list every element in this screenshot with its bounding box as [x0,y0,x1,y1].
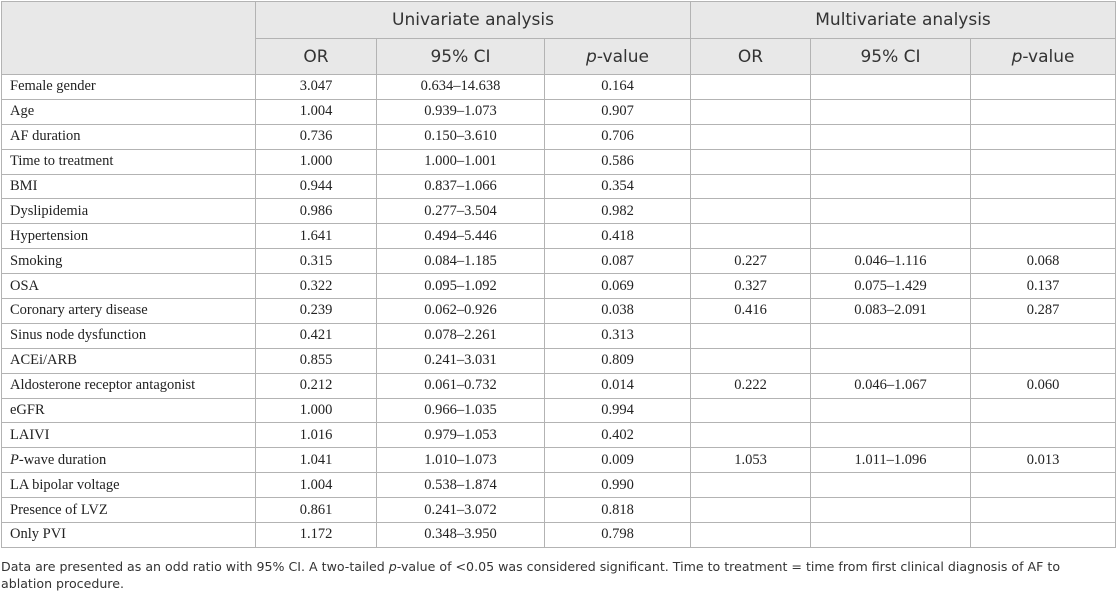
univariate-ci-cell: 0.078–2.261 [377,323,545,348]
univariate-p-cell: 0.014 [545,373,691,398]
multivariate-ci-cell [811,523,971,548]
variable-name-text: Hypertension [10,227,89,244]
variable-name-cell [2,473,256,498]
univariate-or-cell: 1.016 [256,423,377,448]
univariate-ci-cell: 0.538–1.874 [377,473,545,498]
table-row [2,174,1116,199]
univariate-or-cell: 3.047 [256,75,377,100]
multivariate-p-cell [971,224,1116,249]
multivariate-p-cell: 0.013 [971,448,1116,473]
variable-name-cell [2,299,256,324]
multivariate-ci-cell [811,323,971,348]
multivariate-ci-cell [811,124,971,149]
univariate-ci-cell: 0.095–1.092 [377,274,545,299]
univariate-p-cell: 0.809 [545,348,691,373]
univariate-or-cell: 0.986 [256,199,377,224]
p-italic: p [586,46,597,67]
univariate-or-cell: 1.172 [256,523,377,548]
variable-name-cell [2,323,256,348]
univariate-or-cell: 0.322 [256,274,377,299]
multivariate-p-cell: 0.287 [971,299,1116,324]
variable-name-italic: P [10,451,19,468]
univariate-p-cell: 0.990 [545,473,691,498]
variable-name-cell [2,448,256,473]
multivariate-p-cell [971,473,1116,498]
multivariate-or-cell [691,323,811,348]
multivariate-or-cell [691,224,811,249]
univariate-p-cell: 0.354 [545,174,691,199]
multivariate-p-cell [971,323,1116,348]
p-suffix: -value [1022,46,1075,67]
univariate-ci-cell: 0.634–14.638 [377,75,545,100]
univariate-or-cell: 1.000 [256,149,377,174]
variable-header-cell [2,2,256,75]
multivariate-ci-cell: 0.046–1.116 [811,249,971,274]
multivariate-ci-cell [811,174,971,199]
table-row [2,124,1116,149]
variable-name-cell [2,523,256,548]
table-row [2,199,1116,224]
univariate-p-cell: 0.402 [545,423,691,448]
univariate-or-cell: 0.239 [256,299,377,324]
univariate-p-cell: 0.164 [545,75,691,100]
variable-name-cell [2,199,256,224]
table-row [2,498,1116,523]
multivariate-ci-cell: 0.075–1.429 [811,274,971,299]
multivariate-or-cell [691,174,811,199]
multivariate-p-cell [971,348,1116,373]
multivariate-ci-cell [811,199,971,224]
multivariate-or-cell: 0.416 [691,299,811,324]
univariate-or-cell: 1.641 [256,224,377,249]
multivariate-or-cell [691,423,811,448]
variable-name-cell [2,75,256,100]
multivariate-ci-cell [811,498,971,523]
multivariate-or-cell [691,199,811,224]
variable-name-text: ACEi/ARB [10,352,77,369]
multivariate-p-header [971,39,1116,75]
multivariate-p-cell [971,523,1116,548]
multivariate-p-cell [971,99,1116,124]
footnote-p-italic: p [388,559,397,574]
univariate-or-cell: 1.000 [256,398,377,423]
univariate-p-cell: 0.038 [545,299,691,324]
multivariate-or-cell [691,473,811,498]
multivariate-p-cell [971,498,1116,523]
univariate-ci-cell: 0.062–0.926 [377,299,545,324]
variable-name-cell [2,348,256,373]
univariate-or-cell: 0.944 [256,174,377,199]
multivariate-ci-cell [811,75,971,100]
univariate-ci-cell: 1.000–1.001 [377,149,545,174]
table-row [2,274,1116,299]
multivariate-or-cell [691,523,811,548]
variable-name-cell [2,174,256,199]
table-row [2,398,1116,423]
univariate-or-cell: 0.736 [256,124,377,149]
multivariate-p-cell [971,124,1116,149]
multivariate-p-cell [971,75,1116,100]
univariate-or-cell: 0.855 [256,348,377,373]
variable-name-cell [2,274,256,299]
regression-table [1,1,1116,548]
multivariate-or-cell: 1.053 [691,448,811,473]
univariate-p-cell: 0.818 [545,498,691,523]
univariate-ci-cell: 0.348–3.950 [377,523,545,548]
multivariate-ci-cell [811,473,971,498]
variable-name-cell [2,498,256,523]
multivariate-or-cell [691,149,811,174]
univariate-or-cell: 0.315 [256,249,377,274]
univariate-p-cell: 0.418 [545,224,691,249]
univariate-ci-cell: 0.241–3.031 [377,348,545,373]
univariate-p-cell: 0.798 [545,523,691,548]
univariate-p-cell: 0.313 [545,323,691,348]
multivariate-ci-cell [811,224,971,249]
p-italic: p [1011,46,1023,67]
multivariate-ci-cell [811,99,971,124]
multivariate-p-cell [971,199,1116,224]
table-header [2,2,1116,75]
multivariate-or-cell: 0.327 [691,274,811,299]
multivariate-ci-cell [811,348,971,373]
variable-name-cell [2,99,256,124]
univariate-or-cell: 0.421 [256,323,377,348]
univariate-or-cell: 1.004 [256,99,377,124]
univariate-ci-cell: 0.966–1.035 [377,398,545,423]
variable-name-text: Age [10,103,35,120]
multivariate-group-header: Multivariate analysis [691,2,1116,39]
univariate-ci-cell: 0.084–1.185 [377,249,545,274]
table-row [2,299,1116,324]
multivariate-ci-cell: 1.011–1.096 [811,448,971,473]
variable-name-text: OSA [10,277,40,294]
variable-name-cell [2,373,256,398]
univariate-or-cell: 1.004 [256,473,377,498]
univariate-or-cell: 0.861 [256,498,377,523]
multivariate-or-cell [691,348,811,373]
multivariate-ci-cell [811,423,971,448]
univariate-p-header [545,39,691,75]
univariate-or-header: OR [256,39,377,75]
table-row [2,373,1116,398]
multivariate-ci-cell: 0.046–1.067 [811,373,971,398]
table-row [2,75,1116,100]
univariate-ci-cell: 0.241–3.072 [377,498,545,523]
univariate-p-cell: 0.706 [545,124,691,149]
table-row [2,224,1116,249]
multivariate-p-cell [971,398,1116,423]
table-footnote [1,558,1115,592]
univariate-p-cell: 0.994 [545,398,691,423]
variable-name-text: Time to treatment [10,153,114,170]
table-row [2,348,1116,373]
multivariate-ci-header: 95% CI [811,39,971,75]
multivariate-p-cell: 0.137 [971,274,1116,299]
univariate-ci-cell: 0.939–1.073 [377,99,545,124]
univariate-ci-cell: 0.061–0.732 [377,373,545,398]
multivariate-p-cell: 0.060 [971,373,1116,398]
univariate-p-cell: 0.087 [545,249,691,274]
multivariate-p-cell: 0.068 [971,249,1116,274]
univariate-ci-cell: 0.150–3.610 [377,124,545,149]
variable-name-text: LAIVI [10,426,50,443]
univariate-or-cell: 1.041 [256,448,377,473]
variable-name-cell [2,224,256,249]
multivariate-or-cell [691,398,811,423]
multivariate-ci-cell [811,398,971,423]
multivariate-or-header: OR [691,39,811,75]
variable-name-text: Dyslipidemia [10,202,89,219]
multivariate-or-cell: 0.227 [691,249,811,274]
multivariate-p-cell [971,423,1116,448]
variable-name-suffix: -wave duration [18,451,107,468]
p-suffix: -value [596,46,649,67]
univariate-ci-cell: 0.837–1.066 [377,174,545,199]
univariate-or-cell: 0.212 [256,373,377,398]
multivariate-ci-cell: 0.083–2.091 [811,299,971,324]
univariate-ci-cell: 0.494–5.446 [377,224,545,249]
variable-name-text: LA bipolar voltage [10,476,120,493]
multivariate-or-cell: 0.222 [691,373,811,398]
variable-name-cell [2,423,256,448]
variable-name-text: AF duration [10,128,81,145]
table-row [2,99,1116,124]
multivariate-or-cell [691,75,811,100]
table-row [2,323,1116,348]
multivariate-ci-cell [811,149,971,174]
variable-name-text: eGFR [10,402,45,419]
table-row [2,249,1116,274]
variable-name-text: Aldosterone receptor antagonist [10,377,196,394]
variable-name-text: Coronary artery disease [10,302,148,319]
univariate-group-header: Univariate analysis [256,2,691,39]
multivariate-or-cell [691,124,811,149]
univariate-p-cell: 0.069 [545,274,691,299]
multivariate-p-cell [971,174,1116,199]
variable-name-cell [2,249,256,274]
univariate-p-cell: 0.009 [545,448,691,473]
table-row [2,149,1116,174]
variable-name-text: Presence of LVZ [10,501,108,518]
univariate-ci-cell: 1.010–1.073 [377,448,545,473]
univariate-ci-cell: 0.979–1.053 [377,423,545,448]
variable-name-cell [2,398,256,423]
variable-name-cell [2,149,256,174]
univariate-p-cell: 0.586 [545,149,691,174]
multivariate-p-cell [971,149,1116,174]
variable-name-text: BMI [10,178,38,194]
univariate-ci-cell: 0.277–3.504 [377,199,545,224]
multivariate-or-cell [691,99,811,124]
variable-name-text: Female gender [10,78,96,95]
variable-name-text: Smoking [10,252,63,269]
multivariate-or-cell [691,498,811,523]
univariate-p-cell: 0.907 [545,99,691,124]
table-body [2,75,1116,548]
univariate-ci-header: 95% CI [377,39,545,75]
table-row [2,448,1116,473]
table-row [2,423,1116,448]
variable-name-text: Sinus node dysfunction [10,327,147,344]
footnote-text-2: -value of <0.05 was considered significant. Time to treatment = time from first clinical diagnosis of AF to ablation procedure. [1,559,1061,591]
footnote-text-1: Data are presented as an odd ratio with 95% CI. A two-tailed [1,559,389,574]
univariate-p-cell: 0.982 [545,199,691,224]
table-row [2,473,1116,498]
table-row [2,523,1116,548]
variable-name-text: Only PVI [10,526,66,543]
variable-name-cell [2,124,256,149]
